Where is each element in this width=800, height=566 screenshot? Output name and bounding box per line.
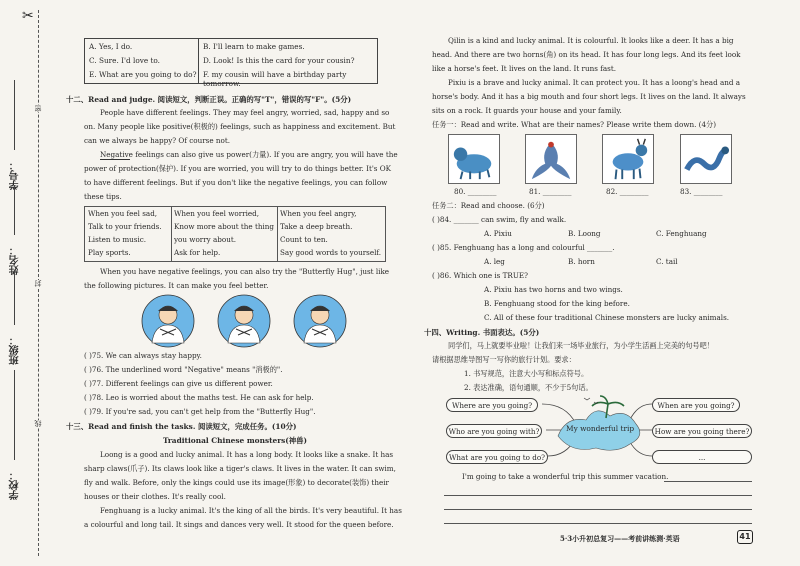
question-76: ( )76. The underlined word "Negative" means "消极的". [84, 365, 283, 374]
writing-line[interactable] [444, 495, 752, 496]
child-hug-figure [142, 295, 194, 347]
s13-right-line: Pixiu is a brave and lucky animal. It can protect you. It has a loong's head and a [448, 78, 741, 87]
question-75: ( )75. We can always stay happy. [84, 351, 202, 360]
tip-text: Talk to your friends. [88, 222, 162, 231]
q86-option-a: A. Pixiu has two horns and two wings. [484, 285, 623, 294]
fenghuang-picture [525, 134, 577, 184]
s12-para-line: to have different feelings. But if you don't like the negative feelings, you can follow [84, 178, 388, 187]
s13-line: a colourful and long tail. It sings and dances very well. It stood for the queen before. [84, 520, 394, 529]
page-number: 41 [737, 530, 753, 544]
school-label: 学校： [10, 470, 21, 500]
writing-line[interactable] [664, 481, 752, 482]
s12-para-line: can we always be happy? Of course not. [84, 136, 231, 145]
tips-table [84, 206, 386, 262]
question-78: ( )78. Leo is worried about the maths test. He can ask for help. [84, 393, 314, 402]
question-86: ( )86. Which one is TRUE? [432, 271, 528, 280]
s13-line: Fenghuang is a lucky animal. It's the king of all the birds. It's very beautiful. It has [100, 506, 402, 515]
mindmap-where: Where are you going? [446, 398, 538, 412]
writing-starter: I'm going to take a wonderful trip this summer vacation. [462, 472, 669, 481]
passage-title: Traditional Chinese monsters(神兽) [162, 436, 308, 445]
section-13-heading: 十三、Read and finish the tasks. 阅读短文，完成任务。(10分) [66, 422, 297, 431]
writing-line[interactable] [444, 523, 752, 524]
option-d: D. Look! Is this the card for your cousin? [203, 56, 355, 65]
tip-text: When you feel angry, [280, 209, 357, 218]
tip-text: Ask for help. [174, 248, 221, 257]
q84-option-c: C. Fenghuang [656, 229, 707, 238]
task2-instruction: 任务二：Read and choose. (6分) [432, 201, 545, 210]
tip-text: When you feel sad, [88, 209, 158, 218]
q86-option-b: B. Fenghuang stood for the king before. [484, 299, 630, 308]
s13-right-line: horse's body. And it has a big mouth and four short legs. It lives on the land. It always [432, 92, 746, 101]
class-label: 班级： [10, 335, 21, 365]
writing-requirement: 1. 书写规范，注意大小写和标点符号。 [464, 369, 589, 378]
butterfly-hug-pictures [140, 293, 350, 349]
s13-right-line: Qilin is a kind and lucky animal. It is colourful. It looks like a deer. It has a big [448, 36, 734, 45]
binding-margin [0, 0, 58, 566]
s12-para-line: these tips. [84, 192, 122, 201]
q85-option-a: A. leg [484, 257, 505, 266]
tip-text: Count to ten. [280, 235, 328, 244]
writing-requirement: 2. 表达准确，语句通顺，不少于5句话。 [464, 383, 593, 392]
writing-line[interactable] [444, 509, 752, 510]
writing-instruction: 请根据思维导图写一写你的旅行计划。要求： [432, 355, 576, 364]
blank-83[interactable]: 83. ________ [680, 187, 723, 196]
q84-option-b: B. Loong [568, 229, 601, 238]
s12-para-line: People have different feelings. They may feel angry, worried, sad, happy and so [100, 108, 390, 117]
option-e: E. What are you going to do? [89, 70, 197, 79]
question-85: ( )85. Fenghuang has a long and colourful _______. [432, 243, 615, 252]
q85-option-c: C. tail [656, 257, 678, 266]
s13-right-line: like a horse's feet. It lives on the land. It runs fast. [432, 64, 617, 73]
tip-text: Listen to music. [88, 235, 147, 244]
student-id-label: 学号： [10, 160, 21, 190]
section-14-heading: 十四、Writing. 书面表达。(5分) [424, 328, 540, 337]
name-line [14, 185, 15, 235]
s12-para-line: on. Many people like positive(积极的) feelings, such as happiness and excitement. But [84, 122, 396, 131]
q84-option-a: A. Pixiu [484, 229, 512, 238]
mindmap-who: Who are you going with? [446, 424, 542, 438]
s13-line: Loong is a good and lucky animal. It has a long body. It looks like a snake. It has [100, 450, 394, 459]
seal-mark-mi: 密 [34, 105, 42, 112]
mindmap-what: What are you going to do? [446, 450, 548, 464]
footer-text: 5·3小升初总复习——考前讲练测·英语 [560, 534, 680, 543]
blank-81[interactable]: 81. ________ [529, 187, 572, 196]
school-line [14, 370, 15, 460]
options-table [84, 38, 378, 88]
s12-after-line: When you have negative feelings, you can also try the "Butterfly Hug", just like [100, 267, 390, 276]
mindmap-more: ... [652, 450, 752, 464]
option-c: C. Sure. I'd love to. [89, 56, 160, 65]
seal-mark-feng: 封 [34, 280, 42, 287]
option-f: F. my cousin will have a birthday party tomorrow. [203, 70, 347, 88]
s12-para-line: power of protection(保护). If you are worried, you will try to do things better. It's OK [84, 164, 392, 173]
tip-text: Know more about the thing [174, 222, 274, 231]
child-hug-figure [294, 295, 346, 347]
blank-80[interactable]: 80. ________ [454, 187, 497, 196]
mindmap-how: How are you going there? [652, 424, 752, 438]
name-label: 姓名： [10, 245, 21, 275]
s13-line: houses or their clothes. It's really cool. [84, 492, 226, 501]
blank-82[interactable]: 82. ________ [606, 187, 649, 196]
s13-line: fly and walk. Before, only the kings could use its image(形象) to decorate(装饰) their [84, 478, 389, 487]
tip-text: Play sports. [88, 248, 131, 257]
s13-right-line: head. And there are two horns(角) on its head. It has four long legs. And its feet look [432, 50, 741, 59]
qilin-picture [602, 134, 654, 184]
s12-after-line: the following pictures. It can make you feel better. [84, 281, 269, 290]
child-hug-figure [218, 295, 270, 347]
tip-text: Take a deep breath. [280, 222, 353, 231]
option-b: B. I'll learn to make games. [203, 42, 305, 51]
table-divider [198, 39, 199, 83]
q86-option-c: C. All of these four traditional Chinese monsters are lucky animals. [484, 313, 730, 322]
loong-picture [680, 134, 732, 184]
tip-text: you worry about. [174, 235, 237, 244]
student-id-line [14, 80, 15, 150]
writing-instruction: 同学们，马上就要毕业啦！让我们来一场毕业旅行，为小学生活画上完美的句号吧！ [448, 341, 714, 350]
seal-mark-xian: 线 [34, 420, 42, 427]
mindmap-when: When are you going? [652, 398, 740, 412]
scissors-icon: ✂ [22, 8, 34, 24]
q85-option-b: B. horn [568, 257, 595, 266]
task1-instruction: 任务一：Read and write. What are their names? Please write them down. (4分) [432, 120, 717, 129]
tip-text: Say good words to yourself. [280, 248, 382, 257]
negative-underline [100, 159, 130, 160]
option-a: A. Yes, I do. [89, 42, 133, 51]
mindmap-center: My wonderful trip [566, 424, 635, 433]
s12-para-line: Negative feelings can also give us power(力量). If you are angry, you will have the [100, 150, 398, 159]
pixiu-picture [448, 134, 500, 184]
question-84: ( )84. _______ can swim, fly and walk. [432, 215, 567, 224]
tip-text: When you feel worried, [174, 209, 260, 218]
s13-line: sharp claws(爪子). Its claws look like a tiger's claws. It lives in the water. It can swim, [84, 464, 396, 473]
s13-right-line: sits on a rock. It guards your house and your family. [432, 106, 622, 115]
class-line [14, 270, 15, 325]
question-77: ( )77. Different feelings can give us different power. [84, 379, 273, 388]
section-12-heading: 十二、Read and judge. 阅读短文，判断正误。正确的写"T"，错误的写"F"。(5分) [66, 95, 352, 104]
question-79: ( )79. If you're sad, you can't get help from the "Butterfly Hug". [84, 407, 316, 416]
